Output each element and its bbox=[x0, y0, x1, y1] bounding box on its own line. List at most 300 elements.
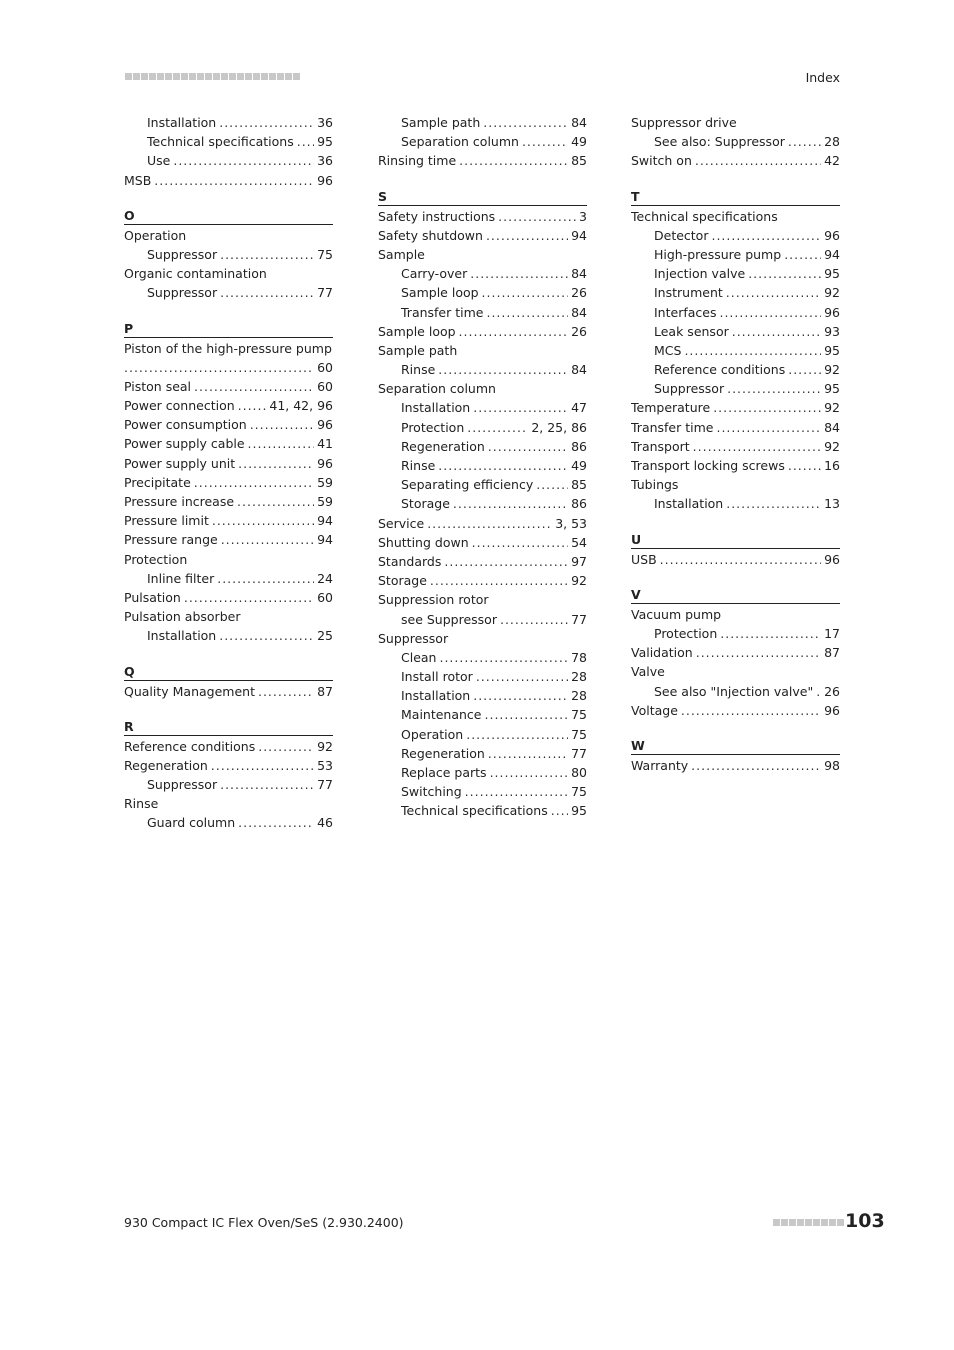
index-subentry bbox=[378, 113, 587, 132]
dot-leader bbox=[439, 648, 568, 667]
dot-leader bbox=[488, 437, 568, 456]
index-entry-term: Suppressor bbox=[147, 246, 218, 262]
index-page-ref[interactable]: 94 bbox=[317, 513, 333, 529]
index-entry-term: Safety instructions bbox=[378, 208, 496, 224]
dot-leader bbox=[219, 113, 314, 132]
index-entry-term: Shutting down bbox=[378, 534, 469, 550]
index-entry-term: Protection bbox=[401, 419, 465, 435]
index-entry-term: Installation bbox=[401, 400, 471, 416]
index-letter-heading: O bbox=[124, 207, 333, 225]
dot-leader bbox=[248, 434, 315, 453]
index-subentry bbox=[631, 322, 840, 341]
dot-leader bbox=[465, 782, 568, 801]
index-entry bbox=[631, 456, 840, 475]
index-entry-term: Installation bbox=[147, 628, 217, 644]
index-subentry bbox=[378, 132, 587, 151]
index-entry bbox=[124, 434, 333, 453]
index-entry-term: Installation bbox=[654, 496, 724, 512]
index-page-ref[interactable]: 96 bbox=[317, 172, 333, 188]
index-entry-term: Inline filter bbox=[147, 570, 215, 586]
index-page-ref[interactable]: 26 bbox=[571, 323, 587, 339]
index-entry-term: Standards bbox=[378, 553, 442, 569]
dot-leader bbox=[693, 437, 821, 456]
index-page-ref[interactable]: 28 bbox=[824, 134, 840, 150]
index-entry bbox=[124, 415, 333, 434]
index-entry-term: Tubings bbox=[631, 477, 679, 493]
index-page-ref[interactable]: 84 bbox=[824, 419, 840, 435]
index-page-ref[interactable]: 75 bbox=[317, 246, 333, 262]
index-subentry bbox=[631, 341, 840, 360]
index-subentry bbox=[378, 763, 587, 782]
dot-leader bbox=[486, 303, 568, 322]
index-entry bbox=[378, 341, 587, 360]
index-subentry bbox=[378, 610, 587, 629]
dot-leader bbox=[427, 514, 552, 533]
dot-leader bbox=[466, 725, 568, 744]
index-subentry bbox=[378, 686, 587, 705]
dot-leader bbox=[238, 454, 314, 473]
index-page-ref[interactable]: 59 bbox=[317, 474, 333, 490]
index-page-ref[interactable]: 84 bbox=[571, 266, 587, 282]
index-subentry bbox=[378, 418, 587, 437]
index-entry-term: Power consumption bbox=[124, 417, 247, 433]
dot-leader bbox=[470, 264, 568, 283]
index-entry-term: Sample loop bbox=[378, 323, 456, 339]
index-entry-term: Suppressor bbox=[147, 777, 218, 793]
index-page-ref[interactable]: 92 bbox=[571, 573, 587, 589]
index-entry bbox=[378, 226, 587, 245]
index-entry-term: Suppressor drive bbox=[631, 115, 737, 130]
dot-leader bbox=[726, 494, 821, 513]
index-page-ref[interactable]: 47 bbox=[571, 400, 587, 416]
index-page-ref[interactable]: 46 bbox=[317, 815, 333, 831]
index-entry-term: Valve bbox=[631, 664, 665, 680]
index-page-ref[interactable]: 3 bbox=[579, 208, 587, 224]
index-page-ref[interactable]: 28 bbox=[571, 669, 587, 685]
index-page-ref[interactable]: 53 bbox=[317, 757, 333, 773]
index-entry-term: Organic contamination bbox=[124, 266, 267, 282]
index-page-ref[interactable]: 85 bbox=[571, 153, 587, 169]
index-entry-term: Pressure limit bbox=[124, 513, 209, 529]
index-subentry bbox=[378, 801, 587, 820]
index-entry-term: Installation bbox=[147, 115, 217, 130]
index-entry-term: Use bbox=[147, 153, 171, 169]
index-entry-term: Reference conditions bbox=[654, 362, 786, 378]
index-entry bbox=[124, 756, 333, 775]
index-page-ref[interactable]: 94 bbox=[317, 532, 333, 548]
index-entry-term: Operation bbox=[124, 227, 187, 243]
index-subentry bbox=[631, 494, 840, 513]
index-page-ref[interactable]: 87 bbox=[824, 645, 840, 661]
dot-leader bbox=[473, 686, 568, 705]
dot-leader bbox=[438, 456, 568, 475]
dot-leader bbox=[476, 667, 568, 686]
index-page-ref[interactable]: 86 bbox=[571, 496, 587, 512]
index-entry-term: Power supply cable bbox=[124, 436, 245, 452]
index-entry-term: Install rotor bbox=[401, 669, 473, 685]
dot-leader bbox=[486, 226, 568, 245]
index-entry-term: Separation column bbox=[401, 134, 519, 150]
footer-decoration bbox=[773, 1219, 844, 1226]
index-page-ref[interactable]: 95 bbox=[824, 266, 840, 282]
index-letter-heading: W bbox=[631, 737, 840, 755]
index-letter-heading: T bbox=[631, 188, 840, 206]
index-page-ref[interactable]: 92 bbox=[317, 738, 333, 754]
index-page-ref[interactable]: 26 bbox=[824, 683, 840, 699]
index-page-ref[interactable]: 41, 42, 96 bbox=[269, 398, 333, 414]
index-entry bbox=[124, 794, 333, 813]
index-entry-term: Leak sensor bbox=[654, 323, 729, 339]
index-entry-term: Precipitate bbox=[124, 474, 191, 490]
index-entry-term: Rinse bbox=[401, 458, 436, 473]
dot-leader bbox=[726, 283, 821, 302]
index-entry-term: Sample path bbox=[378, 342, 458, 358]
index-entry-term: Installation bbox=[401, 688, 471, 704]
index-page-ref[interactable]: 54 bbox=[571, 534, 587, 550]
index-page-ref[interactable]: 96 bbox=[317, 417, 333, 433]
index-entry bbox=[631, 437, 840, 456]
index-entry bbox=[378, 552, 587, 571]
index-subentry bbox=[378, 744, 587, 763]
index-letter-heading: U bbox=[631, 531, 840, 549]
index-entry-term: Pulsation absorber bbox=[124, 609, 241, 625]
dot-leader bbox=[681, 701, 821, 720]
index-column-3 bbox=[631, 113, 840, 775]
index-page-ref[interactable]: 41 bbox=[317, 436, 333, 452]
dot-leader bbox=[238, 813, 314, 832]
index-entry bbox=[124, 377, 333, 396]
dot-leader bbox=[459, 322, 569, 341]
index-entry-term: Rinse bbox=[124, 796, 159, 812]
dot-leader bbox=[453, 494, 568, 513]
index-entry-term: Storage bbox=[378, 573, 427, 589]
index-page-ref[interactable]: 86 bbox=[571, 438, 587, 454]
footer-product: 930 Compact IC Flex Oven/SeS (2.930.2400) bbox=[124, 1215, 404, 1230]
index-page-ref[interactable]: 77 bbox=[571, 745, 587, 761]
index-entry bbox=[631, 756, 840, 775]
dot-leader bbox=[716, 418, 821, 437]
index-page-ref[interactable]: 96 bbox=[317, 455, 333, 471]
index-page-ref[interactable]: 75 bbox=[571, 707, 587, 723]
index-subentry bbox=[378, 667, 587, 686]
index-page-ref[interactable]: 36 bbox=[317, 115, 333, 130]
index-entry bbox=[631, 207, 840, 226]
index-subentry bbox=[378, 725, 587, 744]
index-letter-heading: Q bbox=[124, 663, 333, 681]
dot-leader bbox=[713, 398, 821, 417]
index-column-2 bbox=[378, 113, 587, 821]
index-page-ref[interactable]: 75 bbox=[571, 784, 587, 800]
index-entry bbox=[378, 590, 587, 609]
index-page-ref[interactable]: 92 bbox=[824, 400, 840, 416]
index-entry bbox=[124, 607, 333, 626]
index-subentry bbox=[378, 283, 587, 302]
dot-leader bbox=[684, 341, 821, 360]
index-page-ref[interactable]: 13 bbox=[824, 496, 840, 512]
dot-leader bbox=[719, 303, 821, 322]
index-entry-term: Replace parts bbox=[401, 765, 487, 780]
index-entry-term: MSB bbox=[124, 172, 152, 188]
index-entry bbox=[124, 682, 333, 701]
index-page-ref[interactable]: 78 bbox=[571, 649, 587, 665]
dot-leader bbox=[784, 245, 821, 264]
header-decoration bbox=[125, 73, 300, 80]
dot-leader bbox=[154, 171, 314, 190]
index-entry-term: Transfer time bbox=[401, 304, 484, 320]
index-entry-term: Detector bbox=[654, 227, 709, 243]
index-page-ref[interactable]: 92 bbox=[824, 285, 840, 301]
dot-leader bbox=[788, 360, 821, 379]
dot-leader bbox=[297, 132, 314, 151]
index-page-ref[interactable]: 80 bbox=[571, 765, 587, 780]
index-page-ref[interactable]: 87 bbox=[317, 683, 333, 699]
index-entry-term: Validation bbox=[631, 645, 693, 661]
index-subentry bbox=[378, 456, 587, 475]
index-entry bbox=[124, 511, 333, 530]
index-entry bbox=[631, 605, 840, 624]
index-page-ref[interactable]: 59 bbox=[317, 494, 333, 509]
index-entry bbox=[378, 379, 587, 398]
index-entry bbox=[124, 339, 333, 358]
dot-leader bbox=[220, 245, 314, 264]
index-entry-term: Technical specifications bbox=[147, 134, 294, 150]
dot-leader bbox=[500, 610, 568, 629]
index-entry-term: Sample bbox=[378, 246, 425, 262]
index-entry-term: Pressure range bbox=[124, 532, 218, 548]
index-entry-term: Sample path bbox=[401, 115, 481, 130]
index-entry-term: USB bbox=[631, 551, 657, 567]
index-page-ref[interactable]: 98 bbox=[824, 757, 840, 773]
dot-leader bbox=[438, 360, 568, 379]
index-page-ref[interactable]: 26 bbox=[571, 285, 587, 301]
index-page-ref[interactable]: 96 bbox=[824, 227, 840, 243]
index-page-ref[interactable]: 3, 53 bbox=[555, 515, 587, 531]
index-entry bbox=[378, 533, 587, 552]
index-page-ref[interactable]: 95 bbox=[824, 342, 840, 358]
index-subentry bbox=[378, 705, 587, 724]
dot-leader bbox=[551, 801, 568, 820]
index-page-ref[interactable]: 84 bbox=[571, 115, 587, 130]
index-page-ref[interactable]: 77 bbox=[571, 611, 587, 627]
dot-leader bbox=[194, 377, 314, 396]
index-page-ref[interactable]: 92 bbox=[824, 438, 840, 454]
index-entry-term: Technical specifications bbox=[631, 208, 778, 224]
index-entry bbox=[378, 629, 587, 648]
index-page-ref[interactable]: 84 bbox=[571, 362, 587, 378]
index-page-ref[interactable]: 36 bbox=[317, 153, 333, 169]
index-subentry bbox=[631, 264, 840, 283]
index-subentry bbox=[378, 264, 587, 283]
index-entry bbox=[631, 701, 840, 720]
index-page-ref[interactable]: 2, 25, 86 bbox=[531, 419, 587, 435]
index-subentry bbox=[631, 132, 840, 151]
index-entry bbox=[124, 358, 333, 377]
index-letter-heading: S bbox=[378, 188, 587, 206]
index-entry-term: Interfaces bbox=[654, 304, 717, 320]
index-subentry bbox=[631, 245, 840, 264]
index-subentry bbox=[378, 782, 587, 801]
index-subentry bbox=[124, 813, 333, 832]
dot-leader bbox=[220, 775, 314, 794]
index-page-ref[interactable]: 96 bbox=[824, 702, 840, 718]
index-entry bbox=[631, 475, 840, 494]
dot-leader bbox=[748, 264, 821, 283]
index-entry-term: Power supply unit bbox=[124, 455, 236, 471]
index-entry-term: Transfer time bbox=[631, 419, 714, 435]
index-page-ref[interactable]: 25 bbox=[317, 628, 333, 644]
dot-leader bbox=[732, 322, 821, 341]
index-page-ref[interactable]: 42 bbox=[824, 153, 840, 169]
index-page-ref[interactable]: 93 bbox=[824, 323, 840, 339]
dot-leader bbox=[237, 492, 314, 511]
dot-leader bbox=[250, 415, 314, 434]
dot-leader bbox=[536, 475, 568, 494]
index-entry-term: See also "Injection valve" bbox=[654, 683, 814, 699]
dot-leader bbox=[727, 379, 821, 398]
index-entry-term: Instrument bbox=[654, 285, 723, 301]
index-entry bbox=[124, 473, 333, 492]
index-entry-term: Pulsation bbox=[124, 589, 181, 605]
index-page-ref[interactable]: 16 bbox=[824, 458, 840, 473]
index-subentry bbox=[124, 569, 333, 588]
dot-leader bbox=[498, 207, 576, 226]
dot-leader bbox=[485, 705, 569, 724]
index-page-ref[interactable]: 95 bbox=[317, 134, 333, 150]
dot-leader bbox=[212, 511, 314, 530]
index-entry-term: Sample loop bbox=[401, 285, 479, 301]
index-page-ref[interactable]: 60 bbox=[317, 378, 333, 394]
dot-leader bbox=[695, 151, 821, 170]
index-entry bbox=[631, 662, 840, 681]
index-entry bbox=[124, 588, 333, 607]
index-page-ref[interactable]: 94 bbox=[824, 246, 840, 262]
index-entry bbox=[378, 514, 587, 533]
dot-leader bbox=[720, 624, 821, 643]
index-page-ref[interactable]: 96 bbox=[824, 304, 840, 320]
index-subentry bbox=[631, 682, 840, 701]
index-entry-term: Clean bbox=[401, 649, 437, 665]
index-entry-term: Vacuum pump bbox=[631, 606, 722, 622]
index-page-ref[interactable]: 77 bbox=[317, 777, 333, 793]
index-subentry bbox=[631, 624, 840, 643]
index-page-ref[interactable]: 95 bbox=[824, 381, 840, 397]
index-entry bbox=[631, 643, 840, 662]
index-page-ref[interactable]: 96 bbox=[824, 551, 840, 567]
index-letter-heading: P bbox=[124, 320, 333, 338]
dot-leader bbox=[444, 552, 568, 571]
index-entry-term: Power connection bbox=[124, 398, 235, 414]
index-page-ref[interactable]: 85 bbox=[571, 477, 587, 493]
dot-leader bbox=[472, 533, 568, 552]
index-page-ref[interactable]: 60 bbox=[317, 359, 333, 375]
index-page-ref[interactable]: 84 bbox=[571, 304, 587, 320]
dot-leader bbox=[696, 643, 821, 662]
index-letter-heading: R bbox=[124, 718, 333, 736]
index-entry-term: Rinsing time bbox=[378, 153, 457, 169]
index-subentry bbox=[124, 132, 333, 151]
index-entry-term: Warranty bbox=[631, 757, 689, 773]
index-page-ref[interactable]: 49 bbox=[571, 458, 587, 473]
index-column-1 bbox=[124, 113, 333, 833]
index-entry bbox=[631, 418, 840, 437]
index-entry-term: Reference conditions bbox=[124, 738, 256, 754]
dot-leader bbox=[788, 456, 821, 475]
index-entry bbox=[124, 226, 333, 245]
index-entry-term: Piston of the high-pressure pump bbox=[124, 340, 332, 356]
index-entry-term: Protection bbox=[654, 625, 718, 641]
index-entry bbox=[124, 396, 333, 415]
index-entry-term: Safety shutdown bbox=[378, 227, 483, 243]
index-entry-term: Voltage bbox=[631, 702, 678, 718]
index-entry bbox=[124, 530, 333, 549]
index-page-ref[interactable]: 92 bbox=[824, 362, 840, 378]
index-entry-term: Carry-over bbox=[401, 266, 468, 282]
index-page-ref[interactable]: 77 bbox=[317, 285, 333, 301]
index-subentry bbox=[124, 775, 333, 794]
dot-leader bbox=[173, 151, 314, 170]
index-entry bbox=[631, 151, 840, 170]
index-entry-term: Pressure increase bbox=[124, 494, 235, 509]
dot-leader bbox=[711, 226, 821, 245]
index-subentry bbox=[631, 303, 840, 322]
index-entry-term: Maintenance bbox=[401, 707, 482, 723]
dot-leader bbox=[459, 151, 568, 170]
index-entry bbox=[378, 207, 587, 226]
index-subentry bbox=[631, 226, 840, 245]
index-entry-term: Separation column bbox=[378, 381, 496, 397]
dot-leader bbox=[258, 737, 314, 756]
index-entry-term: Technical specifications bbox=[401, 803, 548, 819]
dot-leader bbox=[219, 626, 314, 645]
dot-leader bbox=[238, 396, 267, 415]
dot-leader bbox=[221, 530, 314, 549]
dot-leader bbox=[660, 550, 821, 569]
index-subentry bbox=[378, 648, 587, 667]
page-header-title: Index bbox=[805, 70, 840, 85]
dot-leader bbox=[430, 571, 568, 590]
index-entry bbox=[124, 454, 333, 473]
dot-leader bbox=[194, 473, 314, 492]
index-entry-term: Switching bbox=[401, 784, 462, 800]
index-entry-term: See also: Suppressor bbox=[654, 134, 785, 150]
index-page-ref[interactable]: 28 bbox=[571, 688, 587, 704]
index-entry bbox=[631, 398, 840, 417]
page-number: 103 bbox=[845, 1210, 885, 1232]
index-entry-term: Transport bbox=[631, 438, 690, 454]
dot-leader bbox=[691, 756, 821, 775]
dot-leader bbox=[467, 418, 528, 437]
index-page-ref[interactable]: 17 bbox=[824, 625, 840, 641]
index-page-ref[interactable]: 60 bbox=[317, 589, 333, 605]
index-entry-term: see Suppressor bbox=[401, 611, 497, 627]
dot-leader bbox=[220, 283, 314, 302]
index-page-ref[interactable]: 95 bbox=[571, 803, 587, 819]
index-page-ref[interactable]: 75 bbox=[571, 726, 587, 742]
index-page-ref[interactable]: 94 bbox=[571, 227, 587, 243]
index-entry-term: MCS bbox=[654, 342, 682, 358]
index-page-ref[interactable]: 97 bbox=[571, 553, 587, 569]
index-subentry bbox=[124, 151, 333, 170]
index-page-ref[interactable]: 24 bbox=[317, 570, 333, 586]
index-entry bbox=[631, 113, 840, 132]
index-entry bbox=[124, 264, 333, 283]
index-subentry bbox=[631, 360, 840, 379]
index-entry-term: Protection bbox=[124, 551, 188, 567]
dot-leader bbox=[490, 763, 569, 782]
index-page-ref[interactable]: 49 bbox=[571, 134, 587, 150]
index-subentry bbox=[631, 283, 840, 302]
index-entry-term: Rinse bbox=[401, 362, 436, 378]
